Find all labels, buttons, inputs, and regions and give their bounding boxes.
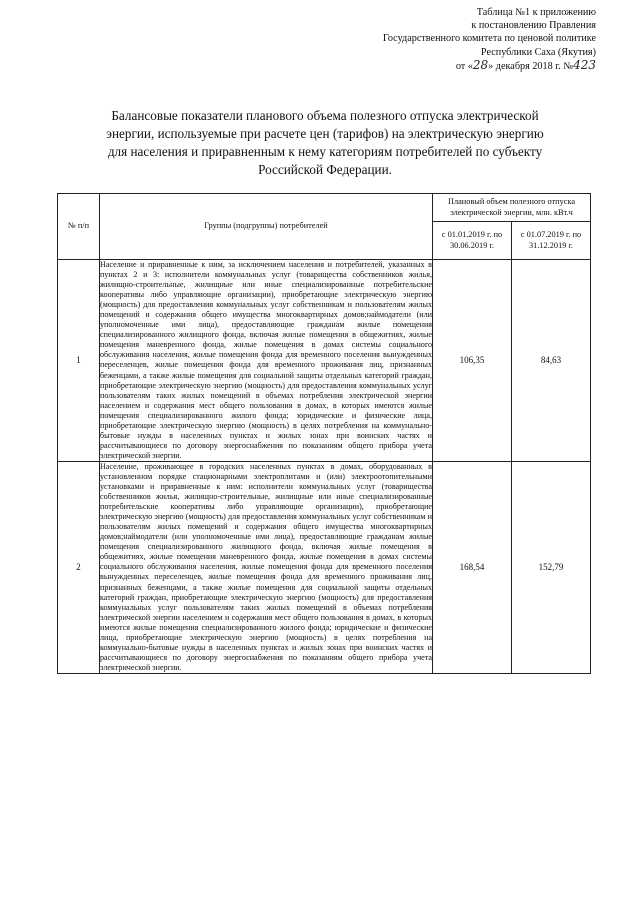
handwritten-number: 423 bbox=[573, 57, 596, 72]
row-number: 2 bbox=[58, 461, 100, 673]
row-group-text: Население, проживающее в городских населенных пунктах в домах, оборудованных в установленном порядке стационарными электроплитами и (или) электроотопительными установками и приравненные к ним: исполнители коммунальных услуг (товарищества собственников жилья, жилищно-строительные, жилищные или иные специализированные потребительские кооперативы либо управляющие организации), приобретающие электрическую энергию (мощность) для предоставления коммунальных услуг собственникам и пользователям жилых помещений и содержания общего имущества многоквартирных домов;наймодатели (или уполномоченные ими лица), предоставляющие гражданам жилые помещения специализированного жилищного фонда, включая жилые помещения в общежитиях, жилые помещения маневренного фонда, жилые помещения в домах системы социального обслуживания населения, жилые помещения фонда для временного поселения вынужденных переселенцев, жилые помещения фонда для временного проживания лиц, признанных беженцами, а также жилые помещения для социальной защиты отдельных категорий граждан, приобретающие электрическую энергию (мощность) для предоставления коммунальных услуг пользователям таких жилых помещений в объемах потребления электрической энергии населением и содержания мест общего пользования в домах, в которых имеются жилые помещения специализированного жилого фонда; юридические и физические лица, приобретающие электрическую энергию (мощность) в целях потребления на коммунально-бытовые нужды в населенных пунктах и жилых зонах при воинских частях и рассчитывающиеся по договору энергоснабжения по показаниям общего прибора учета электрической энергии. bbox=[100, 461, 432, 672]
reference-line-2: к постановлению Правления bbox=[471, 20, 596, 32]
table-row bbox=[58, 461, 591, 673]
title-line-2: энергии, используемые при расчете цен (тарифов) на электрическую энергию bbox=[106, 126, 544, 141]
title-line-4: Российской Федерации. bbox=[258, 162, 392, 177]
reference-date-prefix: от « bbox=[455, 60, 473, 72]
document-reference bbox=[296, 6, 596, 73]
row-group-description bbox=[100, 461, 433, 673]
reference-line-1: Таблица №1 к приложению bbox=[476, 7, 596, 18]
table-header-row bbox=[58, 194, 591, 222]
header-plan-volume: Плановый объем полезного отпуска электрической энергии, млн. кВт.ч bbox=[433, 194, 591, 222]
row-value-period-2: 152,79 bbox=[512, 461, 591, 673]
row-group-description bbox=[100, 260, 433, 462]
handwritten-day: 28 bbox=[472, 57, 489, 72]
header-period-1: с 01.01.2019 г. по 30.06.2019 г. bbox=[433, 222, 512, 260]
row-value-period-1: 168,54 bbox=[433, 461, 512, 673]
reference-line-5 bbox=[296, 59, 596, 73]
header-number: № п/п bbox=[58, 194, 100, 260]
reference-line-4: Республики Саха (Якутия) bbox=[480, 46, 596, 58]
row-group-text: Население и приравненные к ним, за исключением населения и потребителей, указанных в пунктах 2 и 3: исполнители коммунальных услуг (товарищества собственников жилья, жилищно-строительные, жилищные или иные специализированные потребительские кооперативы либо управляющие организации), приобретающие электрическую энергию (мощность) для предоставления коммунальных услуг собственникам и пользователям жилых помещений и содержания общего имущества многоквартирных домов;наймодатели (или уполномоченные ими лица), предоставляющие гражданам жилые помещения специализированного жилищного фонда, включая жилые помещения в общежитиях, жилые помещения маневренного фонда, жилые помещения в домах системы социального обслуживания населения, жилые помещения фонда для временного поселения вынужденных переселенцев, жилые помещения фонда для временного проживания лиц, признанных беженцами, а также жилые помещения для социальной защиты отдельных категорий граждан, приобретающие электрическую энергию (мощность) для предоставления коммунальных услуг пользователям таких жилых помещений в объемах потребления электрической энергии населением и содержания мест общего пользования в домах, в которых имеются жилые помещения специализированного жилого фонда; юридические и физические лица, приобретающие электрическую энергию (мощность) в целях потребления на коммунально-бытовые нужды в населенных пунктах и жилых зонах при воинских частях и рассчитывающиеся по договору энергоснабжения по показаниям общего прибора учета электрической энергии. bbox=[100, 260, 432, 460]
row-number: 1 bbox=[58, 260, 100, 462]
title-line-1: Балансовые показатели планового объема полезного отпуска электрической bbox=[111, 108, 539, 123]
table-row bbox=[58, 260, 591, 462]
reference-date-middle: » декабря 2018 г. № bbox=[488, 60, 574, 72]
header-period-2: с 01.07.2019 г. по 31.12.2019 г. bbox=[512, 222, 591, 260]
header-groups: Группы (подгруппы) потребителей bbox=[100, 194, 433, 260]
document-title bbox=[60, 107, 590, 179]
row-value-period-1: 106,35 bbox=[433, 260, 512, 462]
reference-line-3: Государственного комитета по ценовой политике bbox=[382, 33, 596, 45]
title-line-3: для населения и приравненным к нему категориям потребителей по субъекту bbox=[107, 144, 543, 159]
row-value-period-2: 84,63 bbox=[512, 260, 591, 462]
balance-table bbox=[57, 193, 591, 674]
